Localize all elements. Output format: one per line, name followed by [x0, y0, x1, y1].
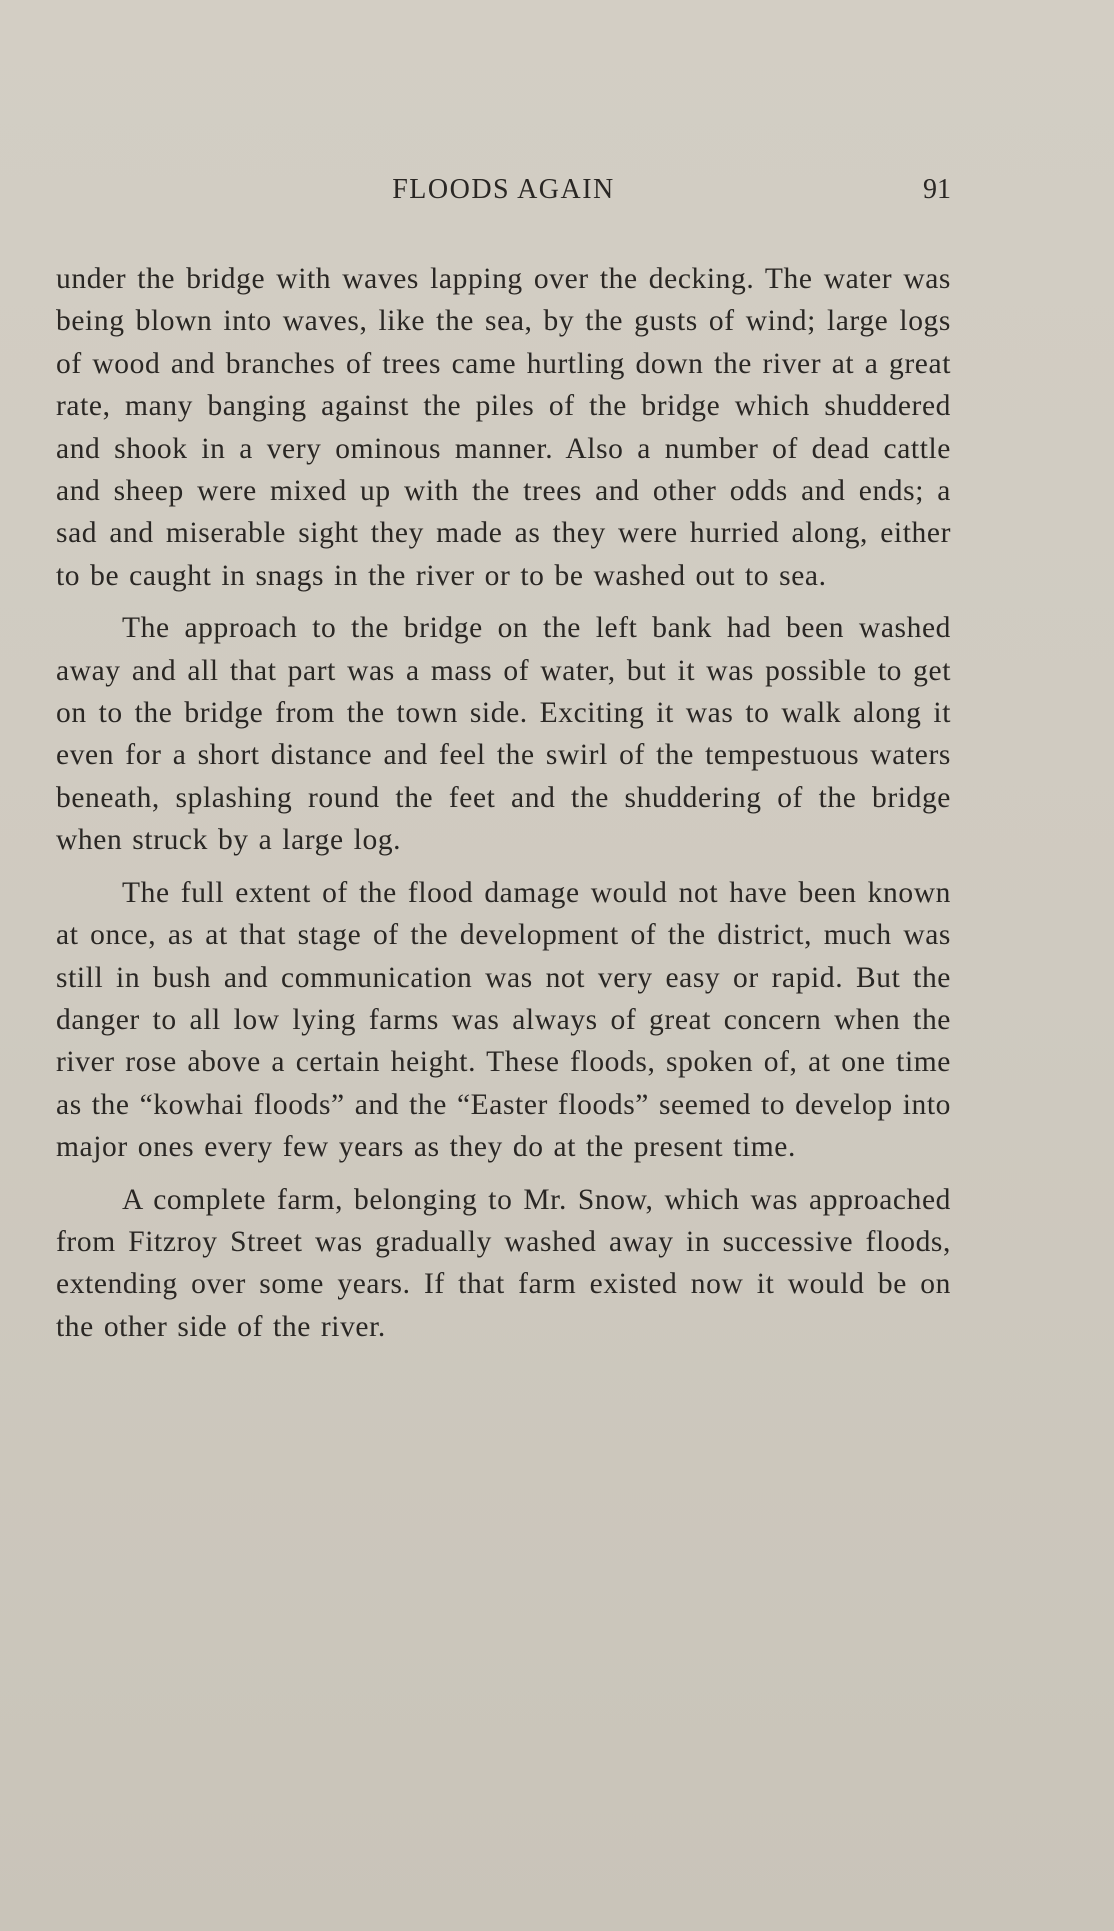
running-head	[56, 170, 951, 210]
paragraph-2: The approach to the bridge on the left bank had been washed away and all that part was a mass of water, but it was possible to get on to the bridge from the town side. Exciting it was to walk along it even for a short distance and feel the swirl of the tempestuous waters beneath, splashing round the feet and the shuddering of the bridge when struck by a large log.	[56, 612, 951, 857]
page-number: 91	[923, 174, 951, 205]
paragraph-3: The full extent of the flood damage would not have been known at once, as at that stage of the development of the district, much was still in bush and communication was not very easy or rapid. But the danger to all low lying farms was always of great concern when the river rose above a certain height. These floods, spoken of, at one time as the “kowhai floods” and the “Easter floods” seemed to develop into major ones every few years as they do at the present time.	[56, 876, 951, 1164]
paragraph-4: A complete farm, belonging to Mr. Snow, which was approached from Fitzroy Street was gradually washed away in successive floods, extending over some years. If that farm existed now it would be on the other side of the river.	[56, 1183, 951, 1343]
chapter-title: FLOODS AGAIN	[392, 174, 615, 205]
body-text	[56, 258, 951, 1358]
paragraph-1: under the bridge with waves lapping over the decking. The water was being blown into waves, like the sea, by the gusts of wind; large logs of wood and branches of trees came hurtling down the river at a great rate, many banging against the piles of the bridge which shuddered and shook in a very ominous manner. Also a number of dead cattle and sheep were mixed up with the trees and other odds and ends; a sad and miserable sight they made as they were hurried along, either to be caught in snags in the river or to be washed out to sea.	[56, 263, 951, 592]
